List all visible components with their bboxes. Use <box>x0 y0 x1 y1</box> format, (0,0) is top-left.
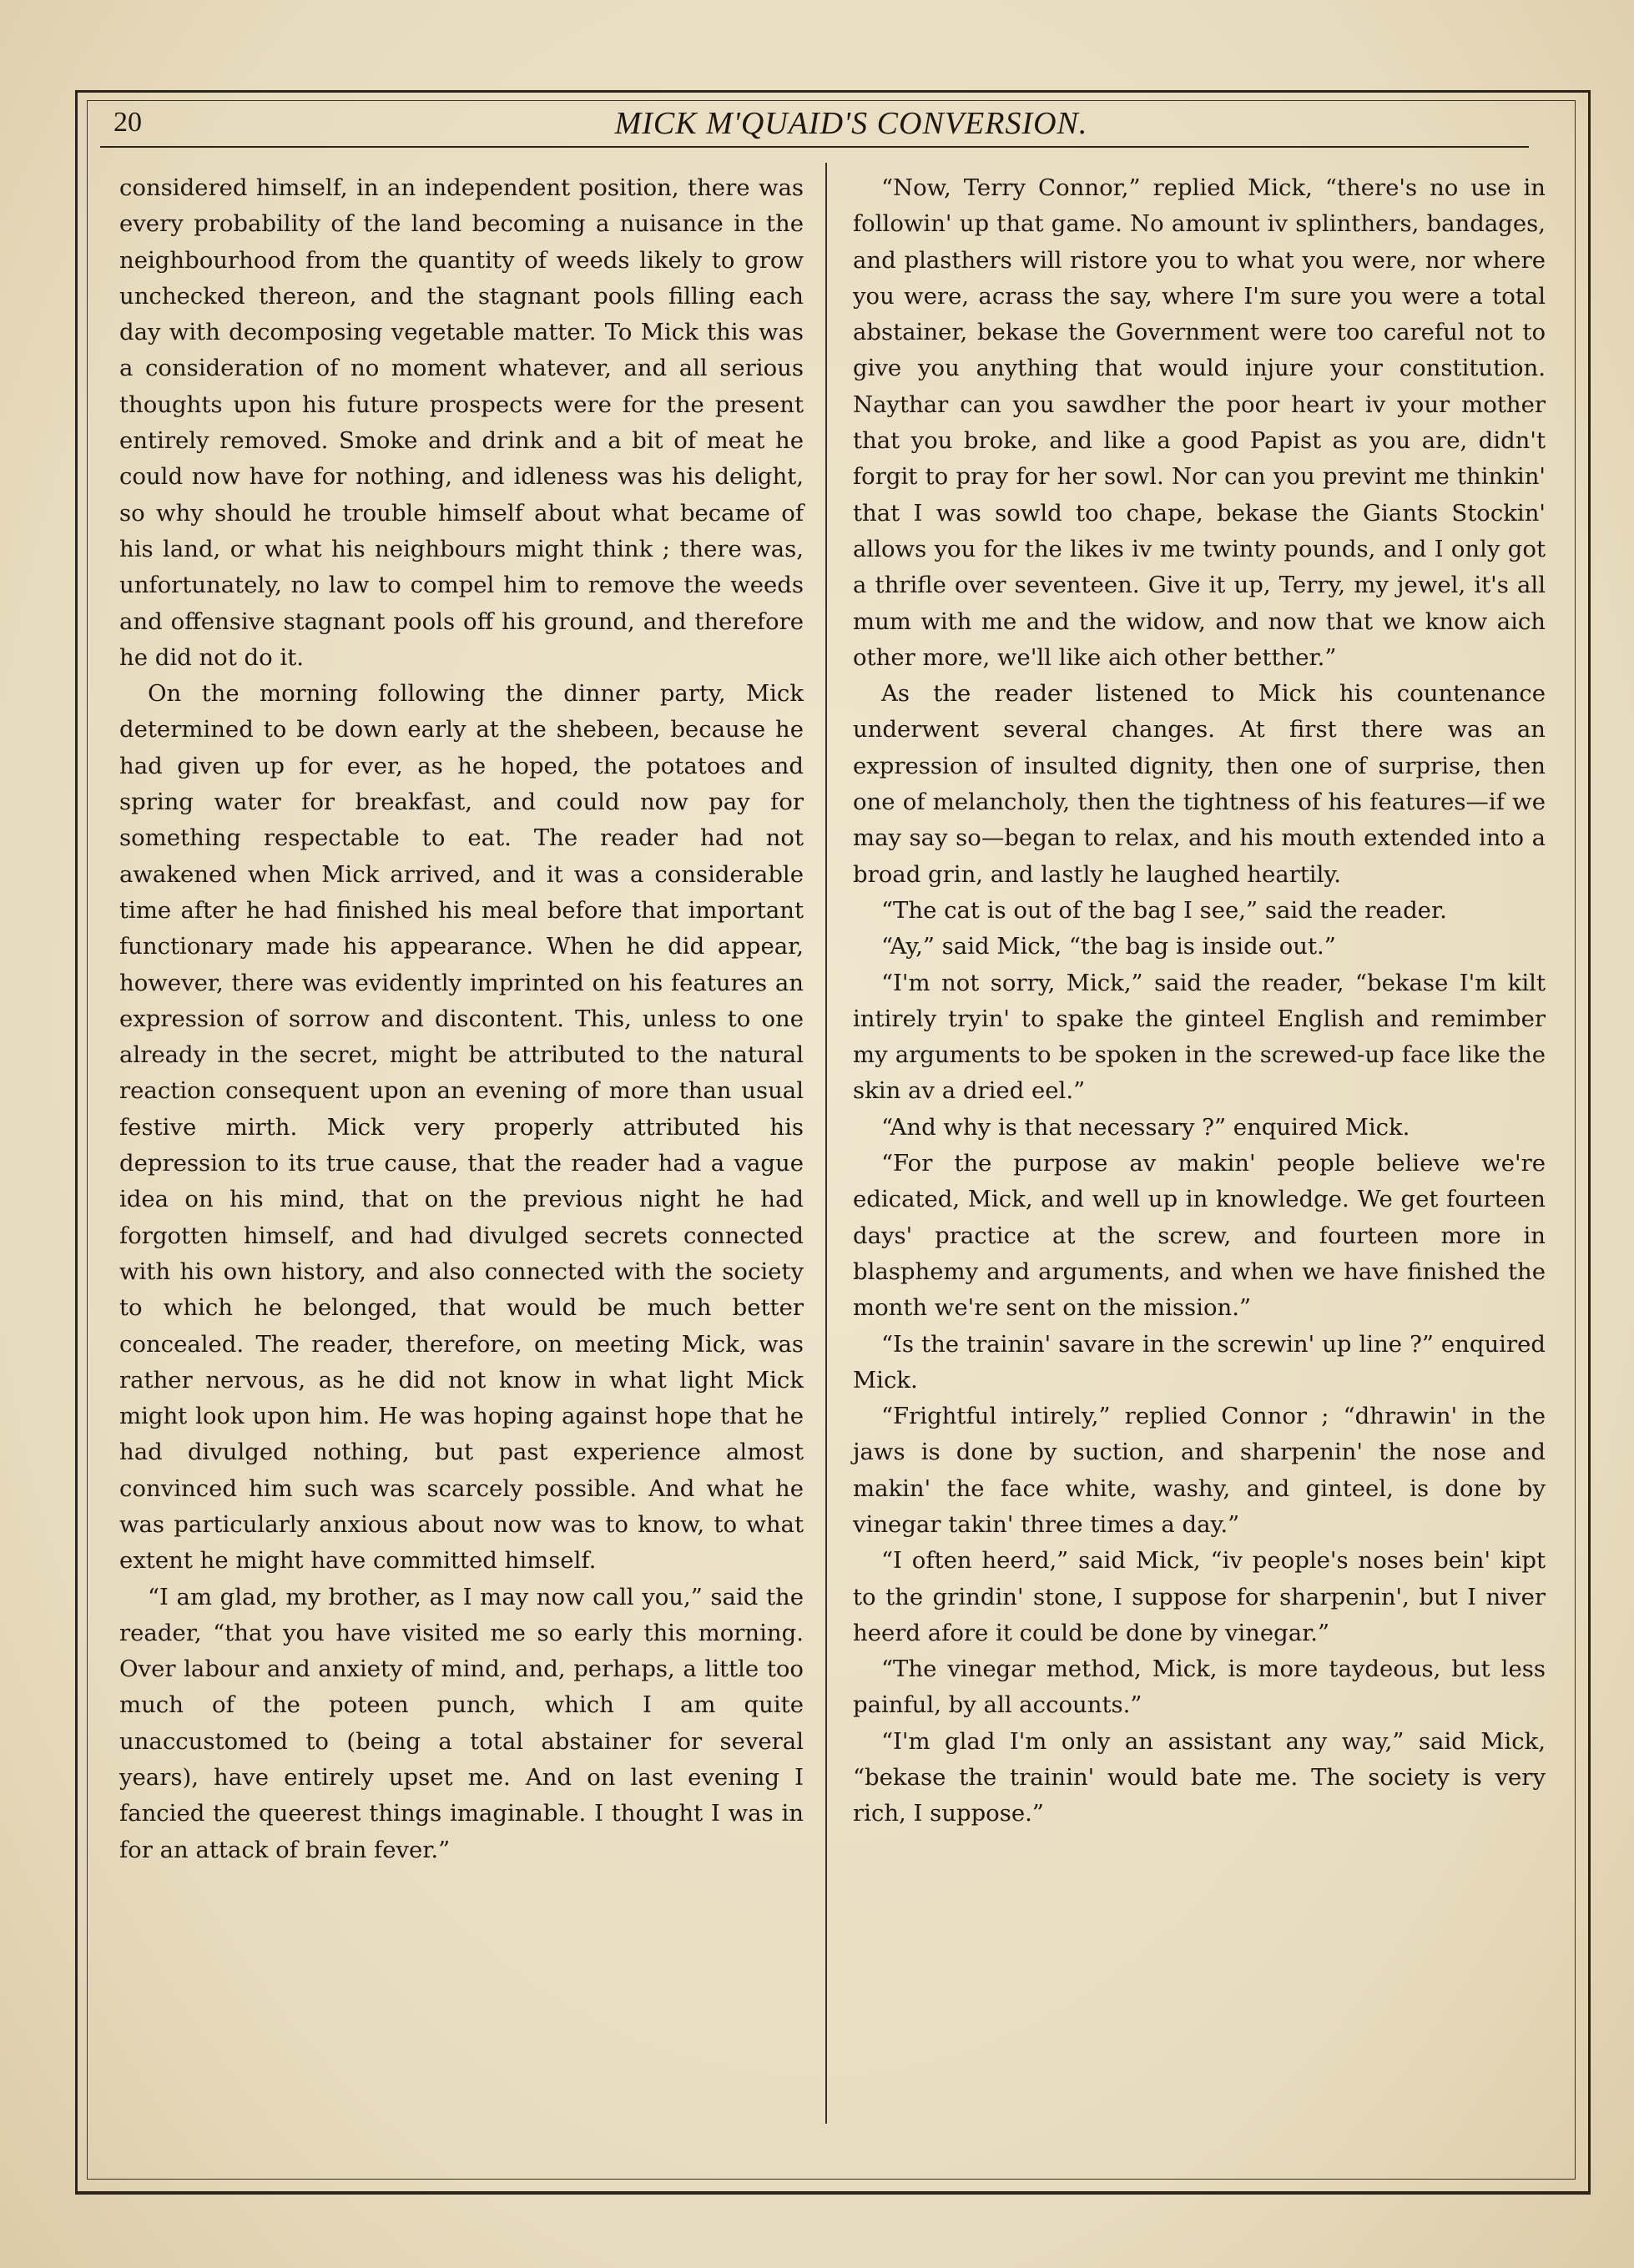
paragraph: “I'm glad I'm only an assistant any way,” said Mick, “bekase the trainin' would bate me. The society is very rich, I suppose.” <box>853 1727 1546 1827</box>
paragraph: “Frightful intirely,” replied Connor ; “dhrawin' in the jaws is done by suction, and sharpenin' the nose and makin' the face white, washy, and ginteel, is done by vinegar takin' three times a day.” <box>853 1403 1546 1538</box>
column-divider <box>825 163 827 2124</box>
paragraph: “I am glad, my brother, as I may now call you,” said the reader, “that you have visited me so early this morning. Over labour and anxiety of mind, and, perhaps, a little too much of the poteen punch, which I am quite unaccustomed to (being a total abstainer for several years), have entirely upset me. And on last evening I fancied the queerest things imaginable. I thought I was in for an attack of brain fever.” <box>119 1583 804 1863</box>
paragraph: As the reader listened to Mick his countenance underwent several changes. At first there was an expression of insulted dignity, then one of surprise, then one of melancholy, then the tightness of his features—if we may say so—began to relax, and his mouth extended into a broad grin, and lastly he laughed heartily. <box>853 680 1546 888</box>
paragraph: “The vinegar method, Mick, is more taydeous, but less painful, by all accounts.” <box>853 1656 1546 1719</box>
paragraph: “I often heerd,” said Mick, “iv people's noses bein' kipt to the grindin' stone, I suppose for sharpenin', but I niver heerd afore it could be done by vinegar.” <box>853 1547 1546 1646</box>
paragraph: “And why is that necessary ?” enquired Mick. <box>881 1113 1410 1141</box>
paragraph: “Now, Terry Connor,” replied Mick, “there's no use in followin' up that game. No amount iv splinthers, bandages, and plasthers will ristore you to what you were, nor where you were, acrass the say, where I'm sure you were a total abstainer, bekase the Government were too careful not to give you anything that would injure your constitution. Naythar can you sawdher the poor heart iv your mother that you broke, and like a good Papist as you are, didn't forgit to pray for her sowl. Nor can you prevint me thinkin' that I was sowld too chape, bekase the Giants Stockin' allows you for the likes iv me twinty pounds, and I only got a thrifle over seventeen. Give it up, Terry, my jewel, it's all mum with me and the widow, and now that we know aich other more, we'll like aich other betther.” <box>853 174 1546 671</box>
paragraph: On the morning following the dinner party, Mick determined to be down early at the shebeen, because he had given up for ever, as he hoped, the potatoes and spring water for breakfast, and could now pay for something respectable to eat. The reader had not awakened when Mick arrived, and it was a considerable time after he had finished his meal before that important functionary made his appearance. When he did appear, however, there was evidently imprinted on his features an expression of sorrow and discontent. This, unless to one already in the secret, might be attributed to the natural reaction consequent upon an evening of more than usual festive mirth. Mick very properly attributed his depression to its true cause, that the reader had a vague idea on his mind, that on the previous night he had forgotten himself, and had divulged secrets connected with his own history, and also connected with the society to which he belonged, that would be much better concealed. The reader, therefore, on meeting Mick, was rather nervous, as he did not know in what light Mick might look upon him. He was hoping against hope that he had divulged nothing, but past experience almost convinced him such was scarcely possible. And what he was particularly anxious about now was to know, to what extent he might have committed himself. <box>119 680 804 1575</box>
paragraph: “I'm not sorry, Mick,” said the reader, “bekase I'm kilt intirely tryin' to spake the ginteel English and remimber my arguments to be spoken in the screwed-up face like the skin av a dried eel.” <box>853 969 1546 1105</box>
page-number: 20 <box>113 107 142 138</box>
running-title: MICK M'QUAID'S CONVERSION. <box>614 106 1088 141</box>
paragraph: “For the purpose av makin' people believe we're edicated, Mick, and well up in knowledge. We get fourteen days' practice at the screw, and fourteen more in blasphemy and arguments, and when we have finished the month we're sent on the mission.” <box>853 1150 1546 1322</box>
left-column <box>119 170 804 1868</box>
paragraph: “The cat is out of the bag I see,” said the reader. <box>881 896 1447 924</box>
right-column <box>853 170 1546 1832</box>
paragraph: “Is the trainin' savare in the screwin' up line ?” enquired Mick. <box>853 1330 1546 1394</box>
paragraph: considered himself, in an independent position, there was every probability of the land becoming a nuisance in the neighbourhood from the quantity of weeds likely to grow unchecked thereon, and the stagnant pools filling each day with decomposing vegetable matter. To Mick this was a consideration of no moment whatever, and all serious thoughts upon his future prospects were for the present entirely removed. Smoke and drink and a bit of meat he could now have for nothing, and idleness was his delight, so why should he trouble himself about what became of his land, or what his neighbours might think ; there was, unfortunately, no law to compel him to remove the weeds and offensive stagnant pools off his ground, and therefore he did not do it. <box>119 174 804 671</box>
header-rule <box>100 146 1529 148</box>
paragraph: “Ay,” said Mick, “the bag is inside out.” <box>881 933 1336 960</box>
